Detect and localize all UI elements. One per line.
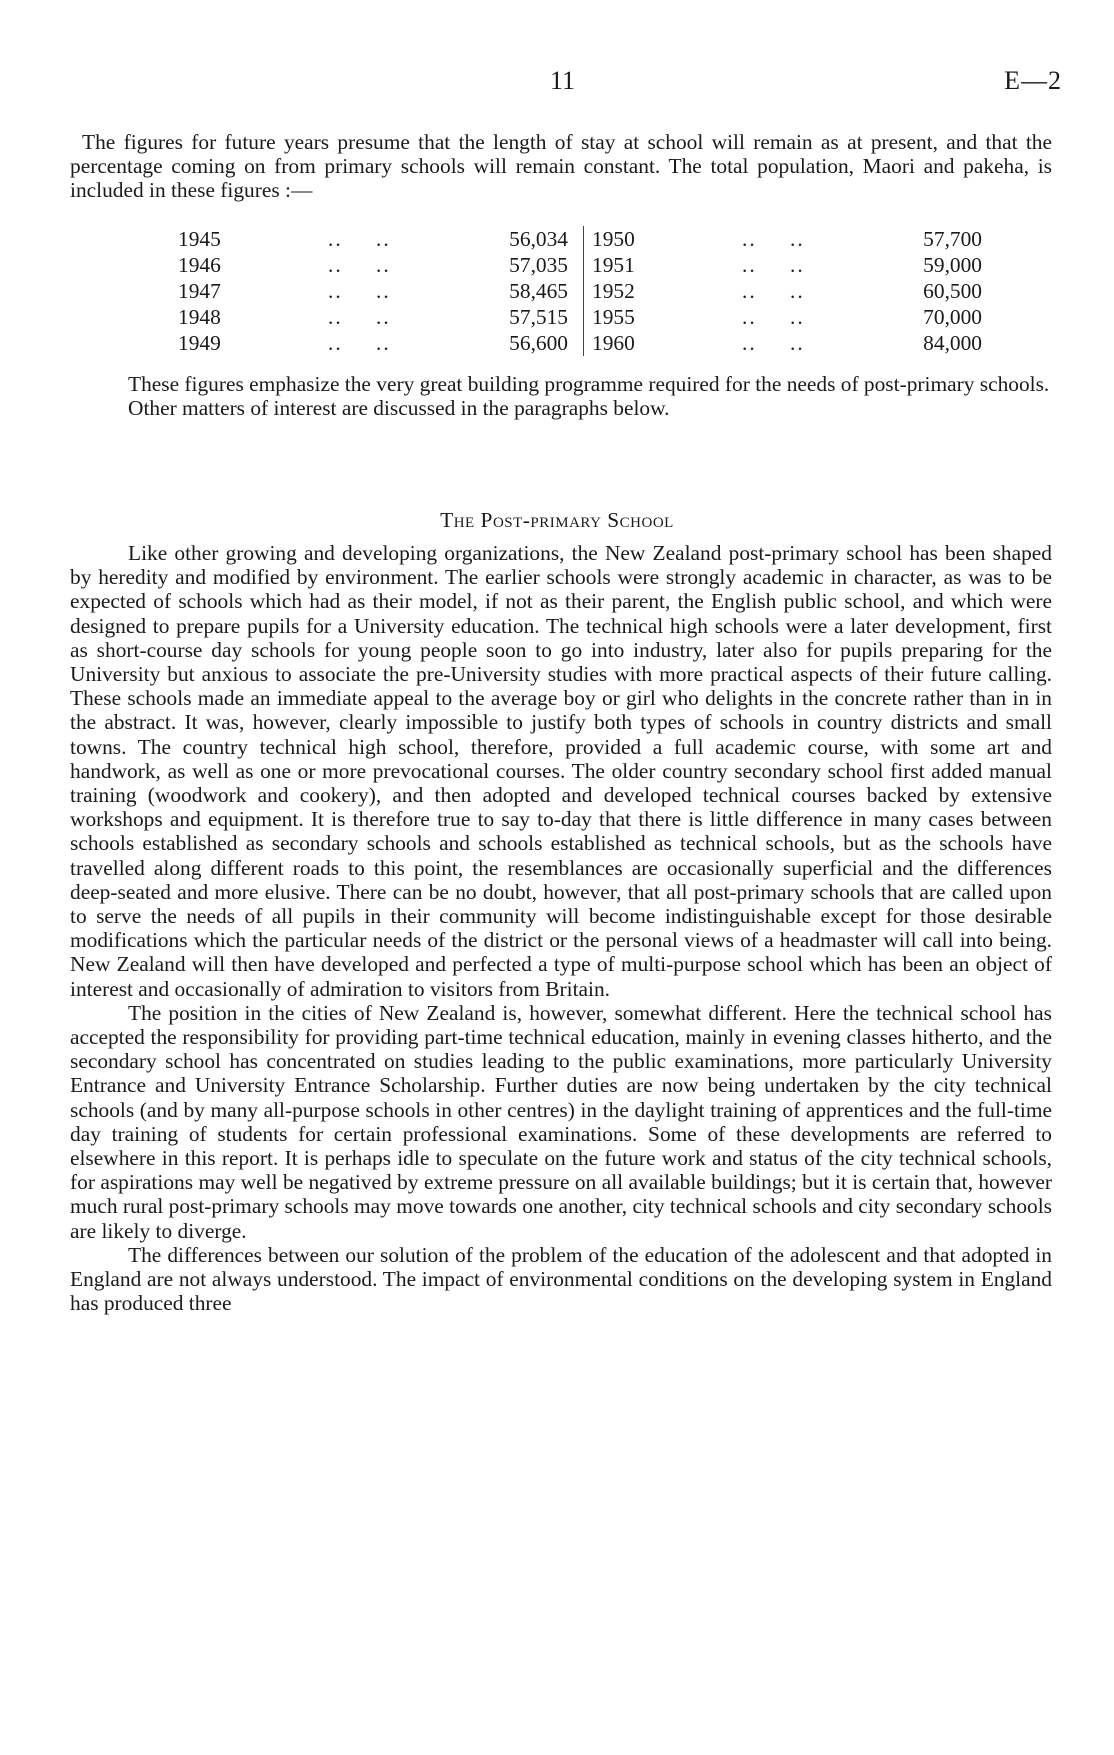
table-row	[178, 278, 568, 304]
leader-dots: .. ..	[742, 253, 805, 277]
value-cell: 60,500	[923, 279, 982, 303]
page-number: 11	[550, 66, 576, 95]
year-cell: 1949	[178, 331, 221, 355]
commentary-paragraph: These figures emphasize the very great building programme required for the needs of post-primary schools.	[128, 372, 1050, 396]
value-cell: 56,600	[509, 331, 568, 355]
intro-section	[70, 130, 1052, 203]
table-row	[178, 226, 568, 252]
value-cell: 70,000	[923, 305, 982, 329]
value-cell: 57,700	[923, 227, 982, 251]
value-cell: 58,465	[509, 279, 568, 303]
figures-commentary	[70, 372, 1052, 420]
table-row	[178, 304, 568, 330]
year-cell: 1946	[178, 253, 221, 277]
table-row	[592, 330, 982, 356]
year-cell: 1945	[178, 227, 221, 251]
year-cell: 1947	[178, 279, 221, 303]
year-cell: 1955	[592, 305, 635, 329]
leader-dots: .. ..	[328, 253, 391, 277]
section-body	[70, 541, 1052, 1316]
body-paragraph: Like other growing and developing organizations, the New Zealand post-primary school has been shaped by heredity and modified by environment. The earlier schools were strongly academic in character, as was to be expected of schools which had as their model, if not as their parent, the English public school, and which were designed to prepare pupils for a University education. The technical high schools were a later development, first as short-course day schools for young people soon to go into industry, later also for pupils preparing for the University but anxious to associate the pre-University studies with more practical aspects of their future calling. These schools made an immediate appeal to the average boy or girl who delights in the concrete rather than in in the abstract. It was, however, clearly impossible to justify both types of schools in country districts and small towns. The country technical high school, therefore, provided a full academic course, with some art and handwork, as well as one or more prevocational courses. The older country secondary school first added manual training (woodwork and cookery), and then adopted and developed technical courses backed by extensive workshops and equipment. It is therefore true to say to-day that there is little difference in many cases between schools established as secondary schools and schools established as technical schools, but as the schools have travelled along different roads to this point, the resemblances are occasionally superficial and the differences deep-seated and more elusive. There can be no doubt, however, that all post-primary schools that are called upon to serve the needs of all pupils in their community will become indistinguishable except for those desirable modifications which the particular needs of the district or the personal views of a headmaster will call into being. New Zealand will then have developed and perfected a type of multi-purpose school which has been an object of interest and occasionally of admiration to visitors from Britain.	[70, 541, 1052, 1001]
body-paragraph: The position in the cities of New Zealand is, however, somewhat different. Here the technical school has accepted the responsibility for providing part-time technical education, mainly in evening classes hitherto, and the secondary school has concentrated on studies leading to the public examinations, more particularly University Entrance and University Entrance Scholarship. Further duties are now being undertaken by the city technical schools (and by many all-purpose schools in other centres) in the daylight training of apprentices and the full-time day training of students for certain professional examinations. Some of these developments are referred to elsewhere in this report. It is perhaps idle to speculate on the future work and status of the city technical schools, for aspirations may well be negatived by extreme pressure on all available buildings; but it is certain that, however much rural post-primary schools may move towards one another, city technical schools and city secondary schools are likely to diverge.	[70, 1000, 1052, 1243]
figures-column-left	[178, 226, 568, 356]
intro-paragraph: The figures for future years presume that the length of stay at school will remain as at present, and that the percentage coming on from primary schools will remain constant. The total population, Maori and pakeha, is included in these figures :—	[70, 130, 1052, 203]
table-row	[592, 252, 982, 278]
value-cell: 57,515	[509, 305, 568, 329]
leader-dots: .. ..	[742, 305, 805, 329]
year-cell: 1950	[592, 227, 635, 251]
table-row	[178, 252, 568, 278]
leader-dots: .. ..	[328, 305, 391, 329]
value-cell: 57,035	[509, 253, 568, 277]
leader-dots: .. ..	[328, 227, 391, 251]
value-cell: 56,034	[509, 227, 568, 251]
value-cell: 59,000	[923, 253, 982, 277]
body-paragraph: The differences between our solution of the problem of the education of the adolescent and that adopted in England are not always understood. The impact of environmental conditions on the developing system in England has produced three	[70, 1242, 1052, 1316]
commentary-paragraph: Other matters of interest are discussed in the paragraphs below.	[128, 396, 670, 421]
year-cell: 1948	[178, 305, 221, 329]
table-row	[592, 304, 982, 330]
leader-dots: .. ..	[742, 279, 805, 303]
leader-dots: .. ..	[328, 331, 391, 355]
section-heading: The Post-primary School	[440, 508, 674, 532]
table-row	[592, 226, 982, 252]
document-code: E—2	[1004, 66, 1062, 95]
year-cell: 1960	[592, 331, 635, 355]
leader-dots: .. ..	[328, 279, 391, 303]
year-cell: 1951	[592, 253, 635, 277]
leader-dots: .. ..	[742, 331, 805, 355]
year-cell: 1952	[592, 279, 635, 303]
table-row	[592, 278, 982, 304]
table-row	[178, 330, 568, 356]
page-header	[0, 66, 1114, 106]
figures-column-right	[583, 226, 982, 356]
leader-dots: .. ..	[742, 227, 805, 251]
value-cell: 84,000	[923, 331, 982, 355]
